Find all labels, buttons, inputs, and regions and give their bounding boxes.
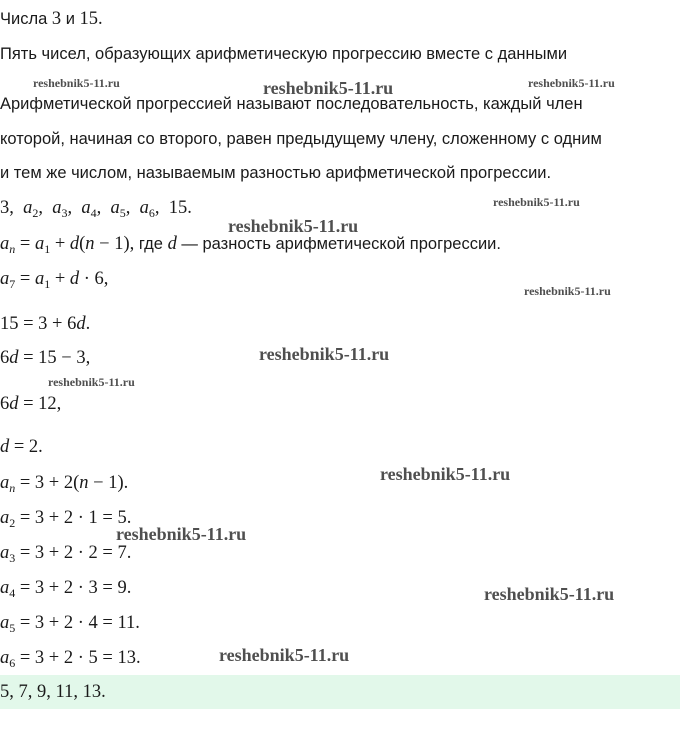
- equation-3: 6d = 12,: [0, 394, 62, 414]
- watermark: reshebnik5-11.ru: [380, 464, 511, 484]
- text-line-3: которой, начиная со второго, равен предыдущему члену, сложенному с одним: [0, 130, 602, 148]
- formula-a2: $a_2 = 3 + 2 \cdot 1 = 5$.: [0, 508, 132, 530]
- given-prefix: Числа: [0, 10, 48, 28]
- formula-a7: $a_7 = a_1 + d \cdot 6$,: [0, 269, 109, 291]
- watermark: reshebnik5-11.ru: [528, 76, 615, 90]
- given-b: 15: [79, 9, 99, 29]
- difference-definition: — разность арифметической прогрессии.: [181, 235, 501, 253]
- watermark: reshebnik5-11.ru: [484, 584, 615, 604]
- watermark: reshebnik5-11.ru: [259, 344, 390, 364]
- sequence-line: 3, $a_2$, $a_3$, $a_4$, $a_5$, $a_6$, 15.: [0, 198, 192, 220]
- formula-a6: $a_6 = 3 + 2 \cdot 5 = 13$.: [0, 648, 141, 670]
- general-formula-line: $a_n = a_1 + d(n - 1)$, где d — разность арифметической прогрессии.: [0, 234, 501, 256]
- given-a: 3: [51, 9, 62, 29]
- equation-4: d = 2.: [0, 437, 43, 457]
- watermark: reshebnik5-11.ru: [116, 524, 247, 544]
- formula-a3: $a_3 = 3 + 2 \cdot 2 = 7$.: [0, 543, 132, 565]
- equation-2: 6d = 15 − 3,: [0, 348, 91, 368]
- watermark: reshebnik5-11.ru: [33, 76, 120, 90]
- text-line-1: Пять чисел, образующих арифметическую прогрессию вместе с данными: [0, 45, 568, 63]
- formula-a4: $a_4 = 3 + 2 \cdot 3 = 9$.: [0, 578, 132, 600]
- given-line: Числа 3 и 15.: [0, 9, 103, 29]
- text-line-2: Арифметической прогрессией называют последовательность, каждый член: [0, 95, 583, 113]
- watermark: reshebnik5-11.ru: [48, 375, 135, 389]
- watermark: reshebnik5-11.ru: [493, 195, 580, 209]
- formula-a5: $a_5 = 3 + 2 \cdot 4 = 11$.: [0, 613, 140, 635]
- watermark: reshebnik5-11.ru: [228, 216, 359, 236]
- text-line-4: и тем же числом, называемым разностью арифметической прогрессии.: [0, 164, 552, 182]
- equation-1: 15 = 3 + 6d.: [0, 314, 91, 334]
- watermark: reshebnik5-11.ru: [263, 78, 394, 98]
- given-and: и: [65, 10, 75, 28]
- answer-text: 5, 7, 9, 11, 13.: [0, 682, 106, 702]
- where-text: где: [138, 235, 163, 253]
- watermark: reshebnik5-11.ru: [219, 645, 350, 665]
- formula-an: $a_n = 3 + 2(n - 1)$.: [0, 473, 129, 495]
- watermark: reshebnik5-11.ru: [524, 284, 611, 298]
